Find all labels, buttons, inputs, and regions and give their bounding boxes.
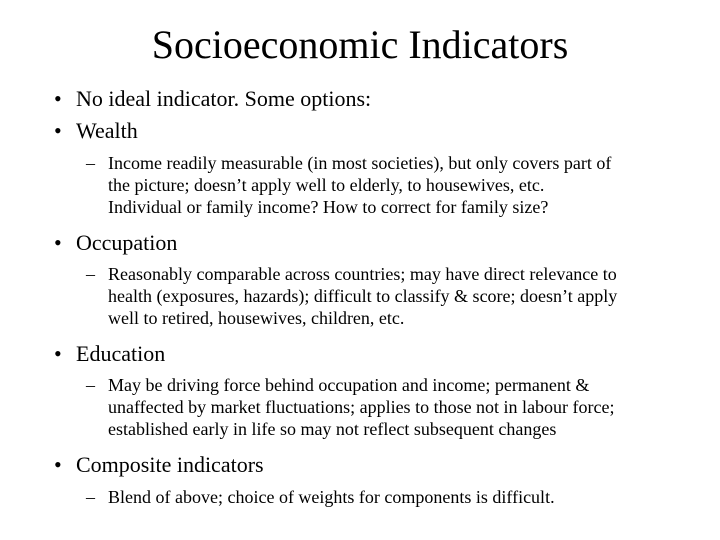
dash-icon: –	[86, 153, 95, 173]
sub-item-line: unaffected by market fluctuations; applies to those not in labour force;	[108, 397, 615, 417]
bullet-item	[54, 118, 138, 144]
bullet-label: No ideal indicator. Some options:	[76, 86, 372, 111]
bullet-item	[54, 452, 264, 478]
sub-item-line: Individual or family income? How to correct for family size?	[108, 197, 549, 217]
sub-item-line: Reasonably comparable across countries; may have direct relevance to	[108, 264, 617, 284]
sub-item-line: the picture; doesn’t apply well to elderly, to housewives, etc.	[108, 175, 545, 195]
sub-item-line: well to retired, housewives, children, etc.	[108, 308, 405, 328]
sub-item-line: established early in life so may not reflect subsequent changes	[108, 419, 557, 439]
dash-icon: –	[86, 375, 95, 395]
sub-item	[86, 374, 696, 440]
sub-item-line: Blend of above; choice of weights for components is difficult.	[108, 487, 555, 507]
slide-title: Socioeconomic Indicators	[151, 22, 569, 67]
dash-icon: –	[86, 487, 95, 507]
bullet-item	[54, 230, 177, 256]
bullet-icon: •	[54, 452, 62, 477]
bullet-item	[54, 86, 371, 112]
bullet-icon: •	[54, 86, 62, 111]
dash-icon: –	[86, 264, 95, 284]
bullet-icon: •	[54, 341, 62, 366]
bullet-label: Occupation	[76, 230, 178, 255]
bullet-label: Wealth	[76, 118, 138, 143]
sub-item	[86, 263, 696, 329]
sub-item	[86, 486, 696, 508]
sub-item	[86, 152, 696, 218]
bullet-label: Education	[76, 341, 166, 366]
bullet-item	[54, 341, 165, 367]
sub-item-line: May be driving force behind occupation and income; permanent &	[108, 375, 590, 395]
bullet-label: Composite indicators	[76, 452, 264, 477]
bullet-icon: •	[54, 118, 62, 143]
sub-item-line: Income readily measurable (in most societies), but only covers part of	[108, 153, 612, 173]
bullet-icon: •	[54, 230, 62, 255]
sub-item-line: health (exposures, hazards); difficult to classify & score; doesn’t apply	[108, 286, 618, 306]
